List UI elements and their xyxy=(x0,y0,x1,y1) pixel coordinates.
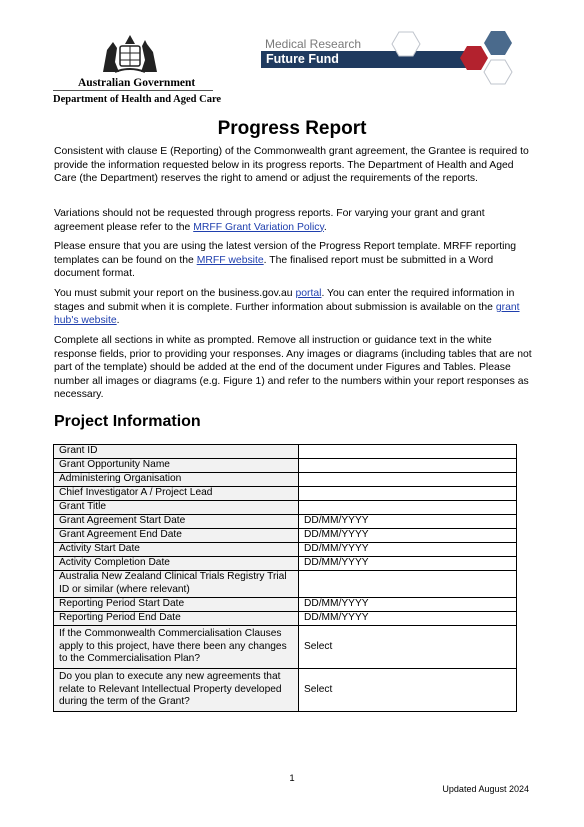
date-field[interactable]: DD/MM/YYYY xyxy=(299,515,517,529)
select-field[interactable]: Select xyxy=(299,626,517,669)
row-label: Reporting Period End Date xyxy=(54,612,299,626)
select-field[interactable]: Select xyxy=(299,669,517,712)
table-row xyxy=(54,543,517,557)
department-name: Department of Health and Aged Care xyxy=(53,94,222,105)
page-title: Progress Report xyxy=(217,118,367,139)
table-row xyxy=(54,626,517,669)
row-label: Activity Start Date xyxy=(54,543,299,557)
table-row xyxy=(54,571,517,598)
header-divider xyxy=(53,90,213,91)
coat-of-arms-icon xyxy=(95,32,165,76)
row-label: Reporting Period Start Date xyxy=(54,598,299,612)
response-field[interactable] xyxy=(299,445,517,459)
row-label: Grant Agreement Start Date xyxy=(54,515,299,529)
table-row xyxy=(54,598,517,612)
mrff-logo-bottom-text: Future Fund xyxy=(266,52,339,66)
table-row xyxy=(54,669,517,712)
row-label: Administering Organisation xyxy=(54,473,299,487)
document-header xyxy=(0,0,584,110)
response-field[interactable] xyxy=(299,459,517,473)
intro-paragraph: Consistent with clause E (Reporting) of the Commonwealth grant agreement, the Grantee is required to provide the information requested below in its progress reports. The Department of Health and Aged Care (the Department) reserves the right to amend or adjust the requirements of the reports. xyxy=(54,146,529,185)
date-field[interactable]: DD/MM/YYYY xyxy=(299,543,517,557)
template-paragraph: Please ensure that you are using the latest version of the Progress Report template. MRFF reporting templates can be found on the MRFF website. The finalised report must be submitted in a Word document format. xyxy=(54,241,517,280)
mrff-website-link[interactable]: MRFF website xyxy=(196,254,264,266)
date-field[interactable]: DD/MM/YYYY xyxy=(299,612,517,626)
row-label: Chief Investigator A / Project Lead xyxy=(54,487,299,501)
project-information-table xyxy=(53,444,517,712)
updated-date: Updated August 2024 xyxy=(442,784,529,794)
row-label: Australia New Zealand Clinical Trials Registry Trial ID or similar (where relevant) xyxy=(54,571,299,598)
row-label: If the Commonwealth Commercialisation Clauses apply to this project, have there been any changes to the Commercialisation Plan? xyxy=(54,626,299,669)
instructions-paragraph: Complete all sections in white as prompted. Remove all instruction or guidance text in the white response fields, prior to providing your responses. Any images or diagrams (including tables that are not part of the template) should be added at the end of the document under Figures and Tables. Please number all images or diagrams (e.g. Figure 1) and refer to the numbers within your report responses as necessary. xyxy=(54,335,532,401)
response-field[interactable] xyxy=(299,501,517,515)
table-row xyxy=(54,529,517,543)
row-label: Grant ID xyxy=(54,445,299,459)
response-field[interactable] xyxy=(299,571,517,598)
table-row xyxy=(54,487,517,501)
table-row xyxy=(54,612,517,626)
row-label: Do you plan to execute any new agreements that relate to Relevant Intellectual Property developed during the term of the Grant? xyxy=(54,669,299,712)
row-label: Grant Agreement End Date xyxy=(54,529,299,543)
mrff-logo-top-text: Medical Research xyxy=(265,37,362,51)
row-label: Activity Completion Date xyxy=(54,557,299,571)
page-number: 1 xyxy=(289,773,295,784)
submission-paragraph: You must submit your report on the business.gov.au portal. You can enter the required information in stages and submit when it is complete. Further information about submission is available on the grant hub's website. xyxy=(54,288,520,327)
date-field[interactable]: DD/MM/YYYY xyxy=(299,529,517,543)
grant-variation-policy-link[interactable]: MRFF Grant Variation Policy xyxy=(193,221,324,233)
response-field[interactable] xyxy=(299,473,517,487)
row-label: Grant Opportunity Name xyxy=(54,459,299,473)
date-field[interactable]: DD/MM/YYYY xyxy=(299,598,517,612)
table-row xyxy=(54,473,517,487)
variation-paragraph: Variations should not be requested through progress reports. For varying your grant and grant agreement please refer to the MRFF Grant Variation Policy. xyxy=(54,208,485,233)
table-row xyxy=(54,515,517,529)
government-name: Australian Government xyxy=(78,77,196,89)
hexagon-logo-icon xyxy=(388,28,518,90)
table-row xyxy=(54,445,517,459)
table-row xyxy=(54,557,517,571)
response-field[interactable] xyxy=(299,487,517,501)
date-field[interactable]: DD/MM/YYYY xyxy=(299,557,517,571)
section-heading-project-information: Project Information xyxy=(54,413,201,430)
table-row xyxy=(54,501,517,515)
portal-link[interactable]: portal xyxy=(295,288,322,299)
row-label: Grant Title xyxy=(54,501,299,515)
table-row xyxy=(54,459,517,473)
grant-hub-website-link[interactable]: grant hub's website xyxy=(54,301,520,327)
